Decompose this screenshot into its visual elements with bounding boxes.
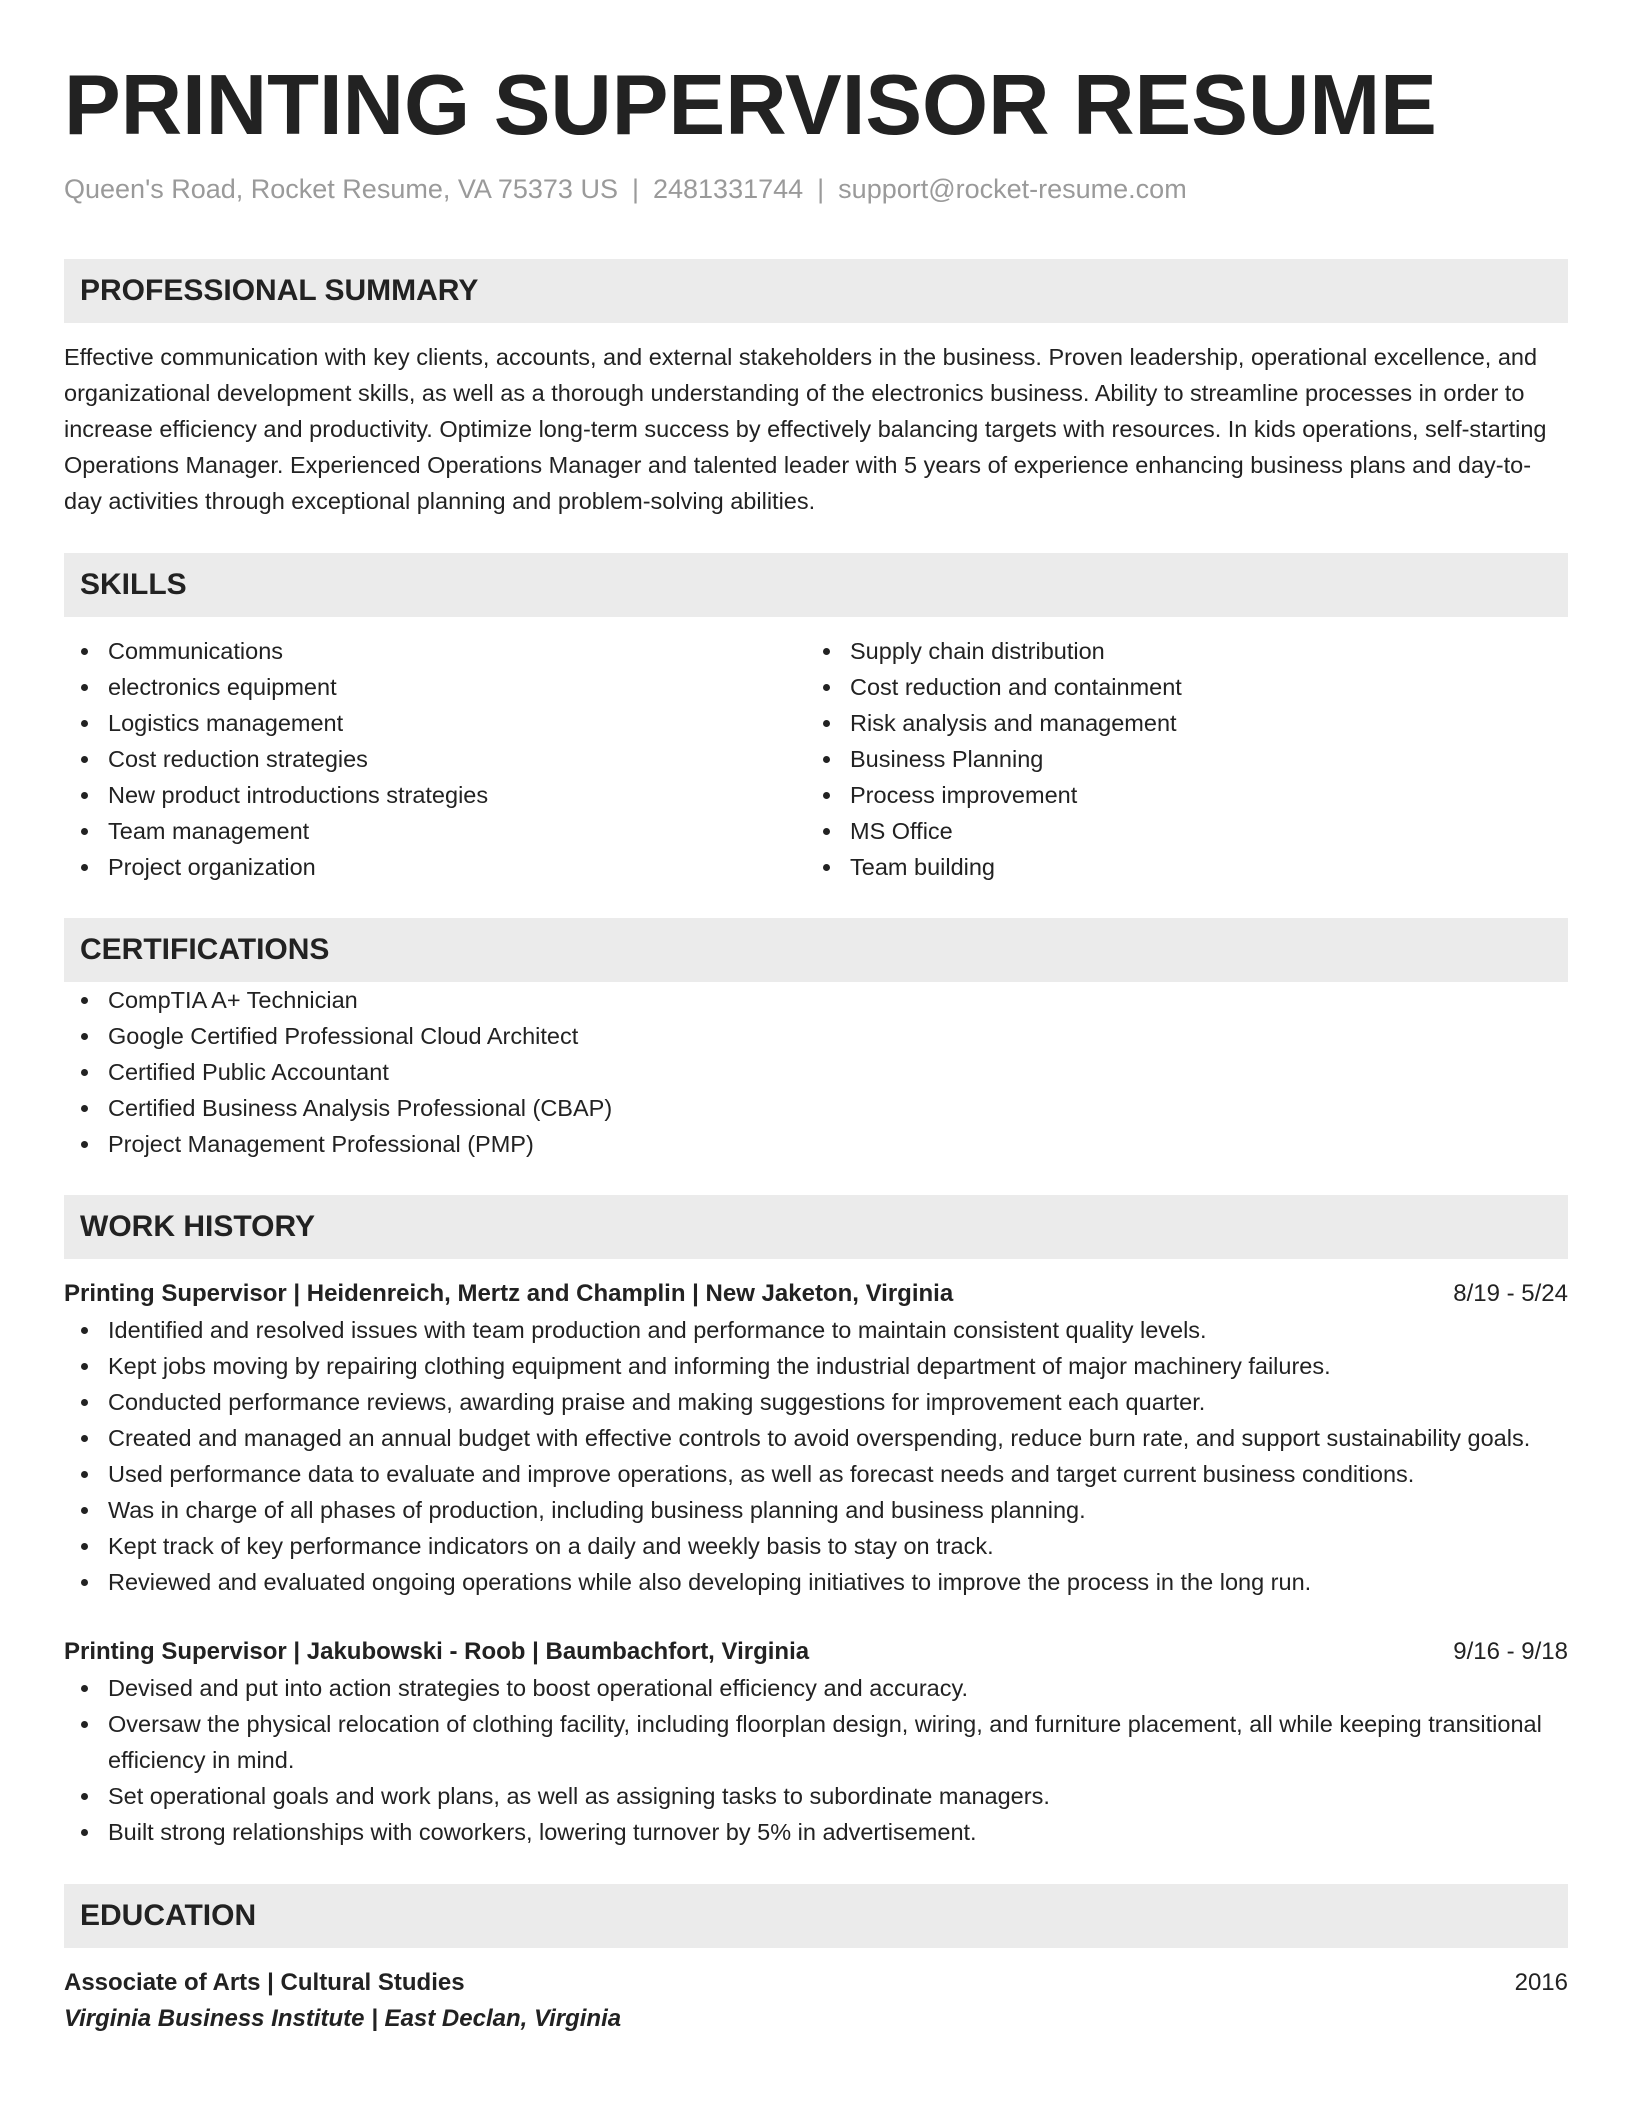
contact-address: Queen's Road, Rocket Resume, VA 75373 US — [64, 174, 618, 204]
job-bullets — [64, 1670, 1568, 1850]
job-bullet: Set operational goals and work plans, as well as assigning tasks to subordinate managers. — [64, 1778, 1568, 1814]
certification-item: Certified Public Accountant — [64, 1054, 1568, 1090]
skills-right-list — [806, 633, 1548, 885]
skills-left-column — [64, 633, 806, 885]
skill-item: Process improvement — [806, 777, 1548, 813]
job-entry — [64, 1276, 1568, 1600]
job-bullet: Used performance data to evaluate and improve operations, as well as forecast needs and target current business conditions. — [64, 1456, 1568, 1492]
skill-item: Project organization — [64, 849, 806, 885]
skill-item: Logistics management — [64, 705, 806, 741]
education-school: Virginia Business Institute | East Declan, Virginia — [64, 2005, 622, 2032]
job-title: Printing Supervisor | Heidenreich, Mertz and Champlin | New Jaketon, Virginia — [64, 1280, 954, 1307]
certification-item: Certified Business Analysis Professional (CBAP) — [64, 1090, 1568, 1126]
job-bullet: Built strong relationships with coworkers, lowering turnover by 5% in advertisement. — [64, 1814, 1568, 1850]
skills-left-list — [64, 633, 806, 885]
skill-item: electronics equipment — [64, 669, 806, 705]
summary-text: Effective communication with key clients, accounts, and external stakeholders in the business. Proven leadership, operational excellence, and organizational development skills, as well as a thorough understanding of the electronics business. Ability to streamline processes in order to increase efficiency and productivity. Optimize long-term success by effectively balancing targets with resources. In kids operations, self-starting Operations Manager. Experienced Operations Manager and talented leader with 5 years of experience enhancing business plans and day-to-day activities through exceptional planning and problem-solving abilities. — [64, 344, 1547, 514]
skill-item: MS Office — [806, 813, 1548, 849]
education-header — [64, 1965, 1568, 2001]
skill-item: Team management — [64, 813, 806, 849]
education-entry — [64, 1965, 1568, 2037]
job-bullet: Kept jobs moving by repairing clothing equipment and informing the industrial department of major machinery failures. — [64, 1348, 1568, 1384]
skill-item: Communications — [64, 633, 806, 669]
skill-item: New product introductions strategies — [64, 777, 806, 813]
job-bullet: Identified and resolved issues with team production and performance to maintain consistent quality levels. — [64, 1312, 1568, 1348]
certification-item: Google Certified Professional Cloud Architect — [64, 1018, 1568, 1054]
skill-item: Cost reduction and containment — [806, 669, 1548, 705]
job-entry — [64, 1634, 1568, 1850]
job-header — [64, 1634, 1568, 1670]
skill-item: Risk analysis and management — [806, 705, 1548, 741]
summary-heading: PROFESSIONAL SUMMARY — [64, 259, 1568, 323]
job-bullet: Was in charge of all phases of production, including business planning and business planning. — [64, 1492, 1568, 1528]
job-bullet: Devised and put into action strategies to boost operational efficiency and accuracy. — [64, 1670, 1568, 1706]
work-history-heading: WORK HISTORY — [64, 1195, 1568, 1259]
contact-separator: | — [631, 174, 639, 204]
skill-item: Business Planning — [806, 741, 1548, 777]
job-title: Printing Supervisor | Jakubowski - Roob | Baumbachfort, Virginia — [64, 1638, 810, 1665]
contact-phone: 2481331744 — [652, 174, 804, 204]
certification-item: CompTIA A+ Technician — [64, 982, 1568, 1018]
contact-separator: | — [817, 174, 825, 204]
contact-email[interactable]: support@rocket-resume.com — [838, 174, 1187, 204]
job-header — [64, 1276, 1568, 1312]
resume-title: PRINTING SUPERVISOR RESUME — [64, 58, 1437, 153]
skill-item: Supply chain distribution — [806, 633, 1548, 669]
education-year: 2016 — [1514, 1969, 1568, 1996]
skills-right-column — [806, 633, 1548, 885]
skill-item: Team building — [806, 849, 1548, 885]
skills-heading: SKILLS — [64, 553, 1568, 617]
education-degree: Associate of Arts | Cultural Studies — [64, 1969, 465, 1996]
job-bullet: Kept track of key performance indicators on a daily and weekly basis to stay on track. — [64, 1528, 1568, 1564]
certifications-heading: CERTIFICATIONS — [64, 918, 1568, 982]
certifications-list — [64, 982, 1568, 1162]
job-bullet: Oversaw the physical relocation of clothing facility, including floorplan design, wiring, and furniture placement, all while keeping transitional efficiency in mind. — [64, 1706, 1568, 1778]
skill-item: Cost reduction strategies — [64, 741, 806, 777]
job-bullet: Conducted performance reviews, awarding praise and making suggestions for improvement each quarter. — [64, 1384, 1568, 1420]
job-bullet: Created and managed an annual budget with effective controls to avoid overspending, reduce burn rate, and support sustainability goals. — [64, 1420, 1568, 1456]
skills-columns — [64, 633, 1568, 885]
job-bullets — [64, 1312, 1568, 1600]
job-dates: 9/16 - 9/18 — [1453, 1638, 1568, 1665]
certification-item: Project Management Professional (PMP) — [64, 1126, 1568, 1162]
job-bullet: Reviewed and evaluated ongoing operations while also developing initiatives to improve the process in the long run. — [64, 1564, 1568, 1600]
contact-line — [64, 172, 1568, 206]
education-heading: EDUCATION — [64, 1884, 1568, 1948]
job-dates: 8/19 - 5/24 — [1453, 1280, 1568, 1307]
